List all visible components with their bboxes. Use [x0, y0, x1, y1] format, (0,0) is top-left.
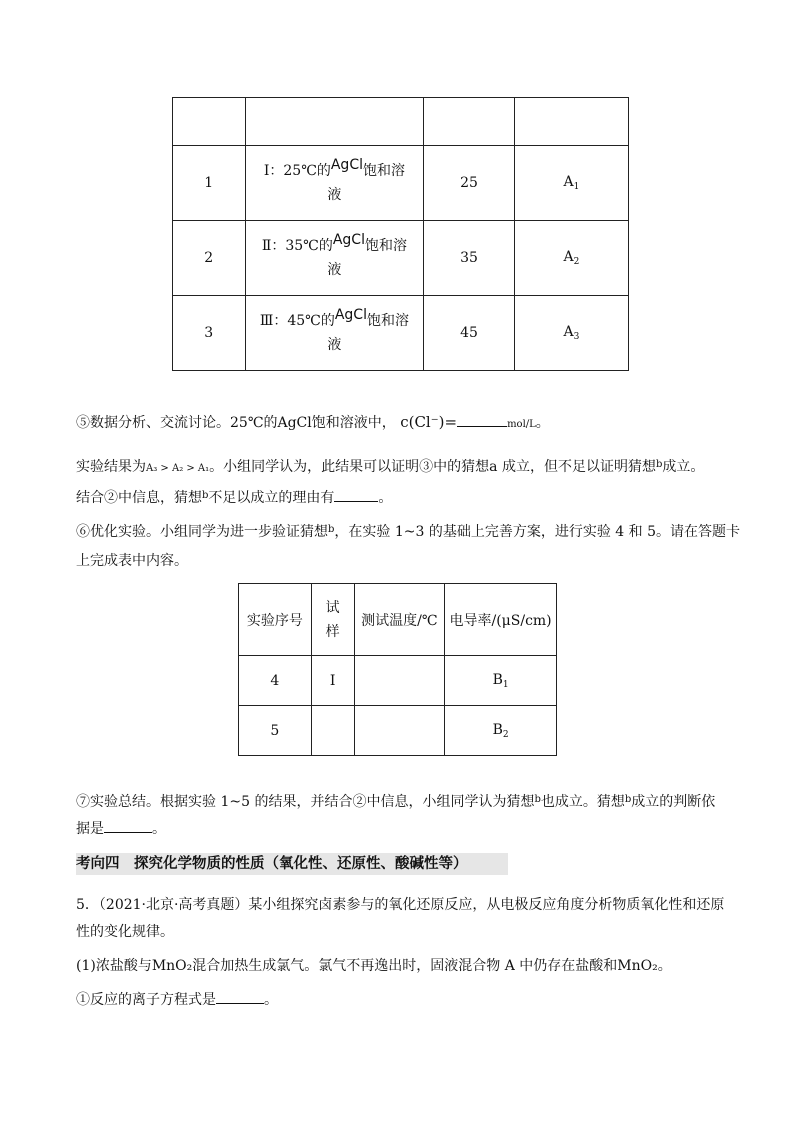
- row-number: 5: [239, 706, 312, 756]
- row-number: 1: [173, 146, 246, 221]
- section-heading: 考向四 探究化学物质的性质（氧化性、还原性、酸碱性等）: [76, 856, 468, 872]
- experiment-table-2: [238, 583, 557, 756]
- row-number: 3: [173, 296, 246, 371]
- temperature-input-cell[interactable]: [354, 706, 445, 756]
- table-row: [239, 706, 557, 756]
- header-conductivity: 电导率/(μS/cm): [445, 584, 557, 656]
- conductivity-cell: $A_2$: [514, 221, 628, 296]
- row-number: 2: [173, 221, 246, 296]
- paragraph-optimize-line1: ⑥优化实验。小组同学为进一步验证猜想$^b$，在实验 1~3 的基础上完善方案，进行实验 4 和 5。请在答题卡: [76, 524, 741, 540]
- table-row: [173, 146, 629, 221]
- header-experiment-number: 实验序号: [239, 584, 312, 656]
- table1-header-cell: [514, 98, 628, 146]
- answer-blank[interactable]: [334, 487, 378, 502]
- paragraph-summary-line1: ⑦实验总结。根据实验 1~5 的结果，并结合②中信息，小组同学认为猜想$^b$也成立。猜想$^b$成立的判断依: [76, 794, 716, 810]
- sample-cell: Ⅱ：35℃的AgCl饱和溶 液: [245, 221, 424, 296]
- question-5-line2: 性的变化规律。: [76, 924, 174, 940]
- answer-blank[interactable]: [216, 989, 264, 1004]
- table-row: [173, 221, 629, 296]
- paragraph-summary-line2: 据是 。: [76, 815, 166, 843]
- table1-header-cell: [173, 98, 246, 146]
- paragraph-data-analysis: ⑤数据分析、交流讨论。25℃的AgCl饱和溶液中， c(Cl⁻)= mol/L。: [76, 413, 550, 431]
- question-5-line1: 5．（2021·北京·高考真题）某小组探究卤素参与的氧化还原反应，从电极反应角度分析物质氧化性和还原: [76, 897, 725, 913]
- temperature-cell: 35: [424, 221, 514, 296]
- paragraph-result-line2: 结合②中信息，猜想$^b$不足以成立的理由有 。: [76, 484, 392, 514]
- experiment-table-1: [172, 97, 629, 371]
- paragraph-optimize-line2: 上完成表中内容。: [76, 553, 188, 569]
- answer-blank[interactable]: [104, 818, 152, 833]
- temperature-input-cell[interactable]: [354, 656, 445, 706]
- answer-blank[interactable]: [457, 412, 507, 427]
- sample-cell: Ⅰ：25℃的AgCl饱和溶 液: [245, 146, 424, 221]
- table1-header-cell: [424, 98, 514, 146]
- table-row: [239, 656, 557, 706]
- row-number: 4: [239, 656, 312, 706]
- header-test-temperature: 测试温度/℃: [354, 584, 445, 656]
- sample-input-cell[interactable]: [311, 706, 354, 756]
- conductivity-cell: $A_3$: [514, 296, 628, 371]
- conductivity-cell: $A_1$: [514, 146, 628, 221]
- sample-cell: Ⅰ: [311, 656, 354, 706]
- conductivity-cell: $B_1$: [445, 656, 557, 706]
- conductivity-cell: $B_2$: [445, 706, 557, 756]
- question-5-part1-ask: ①反应的离子方程式是 。: [76, 986, 278, 1014]
- table-row: [173, 296, 629, 371]
- table1-header-cell: [245, 98, 424, 146]
- sample-cell: Ⅲ：45℃的AgCl饱和溶 液: [245, 296, 424, 371]
- temperature-cell: 25: [424, 146, 514, 221]
- temperature-cell: 45: [424, 296, 514, 371]
- paragraph-result-line1: 实验结果为A₃ > A₂ > A₁。小组同学认为，此结果可以证明③中的猜想a 成立，但不足以证明猜想$^b$成立。: [76, 459, 705, 475]
- header-sample: 试 样: [311, 584, 354, 656]
- question-5-part1: (1)浓盐酸与MnO₂混合加热生成氯气。氯气不再逸出时，固液混合物 A 中仍存在盐酸和MnO₂。: [76, 958, 672, 974]
